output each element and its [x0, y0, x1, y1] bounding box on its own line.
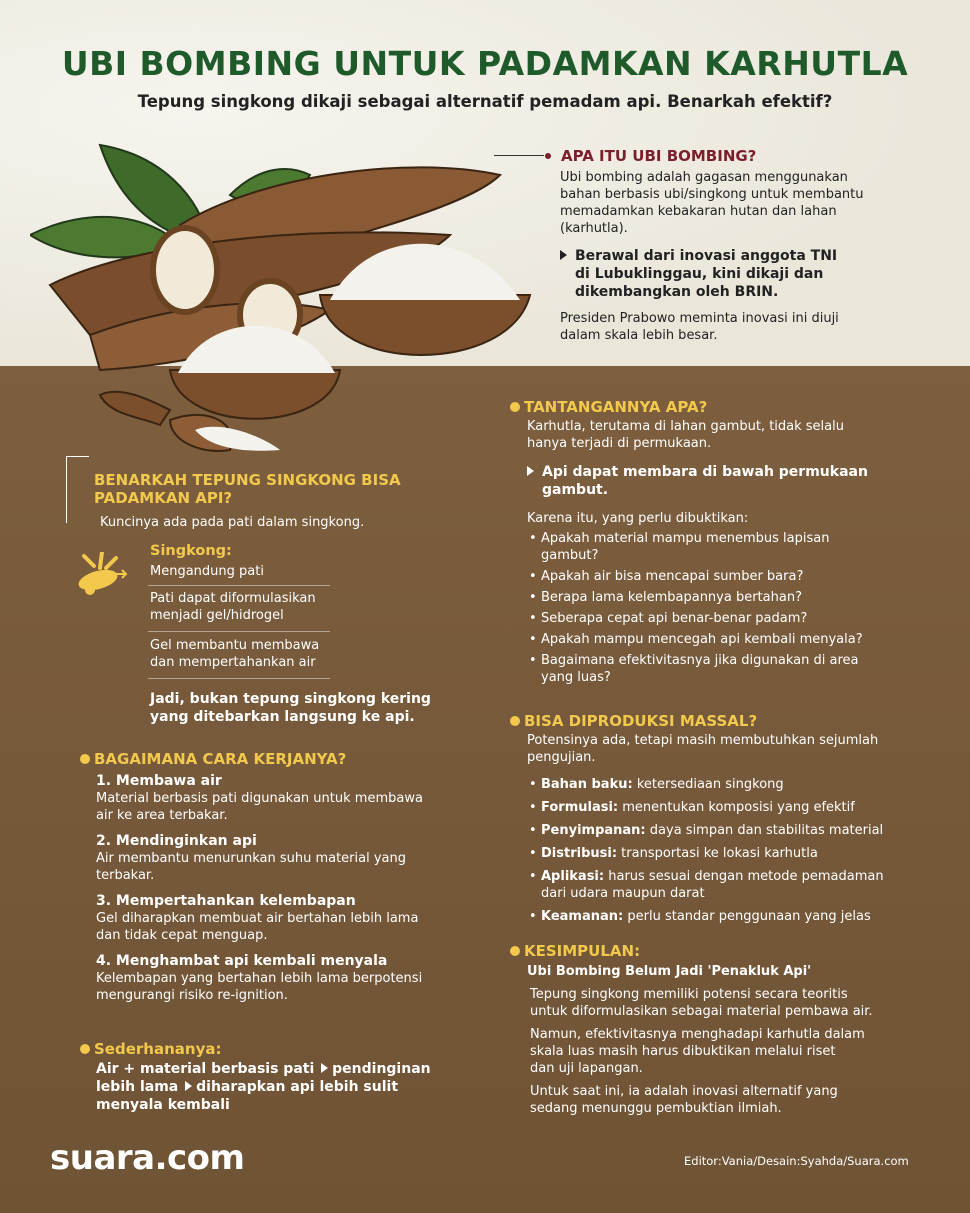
text-line: TANTANGANNYA APA? — [524, 398, 708, 416]
cara-kerja-heading — [80, 750, 346, 768]
divider — [148, 585, 330, 586]
tantangan-body — [527, 418, 927, 452]
list-item — [527, 845, 937, 862]
text-line: Berawal dari inovasi anggota TNI — [575, 248, 838, 264]
kesimpulan-subheading: Ubi Bombing Belum Jadi 'Penakluk Api' — [527, 964, 812, 979]
apa-itu-body — [560, 169, 900, 237]
kesimpulan-heading — [510, 942, 640, 960]
text-line: skala luas masih harus dibuktikan melalui riset — [530, 1044, 836, 1059]
apa-itu-closing — [560, 310, 900, 344]
text-line: Potensinya ada, tetapi masih membutuhkan sejumlah — [527, 733, 879, 748]
tantangan-questions — [527, 530, 927, 690]
text-line: lebih lama — [96, 1079, 179, 1095]
list-item — [527, 908, 937, 925]
massal-heading — [510, 712, 757, 730]
list-item: • Seberapa cepat api benar-benar padam? — [527, 610, 927, 627]
text-line: pengujian. — [527, 750, 596, 765]
text-line: (karhutla). — [560, 221, 628, 236]
text-line: diharapkan api lebih sulit — [196, 1079, 399, 1095]
list-item — [527, 776, 937, 793]
list-item — [527, 799, 937, 816]
text-line: Karhutla, terutama di lahan gambut, tidak selalu — [527, 419, 844, 434]
text-line: sedang menunggu pembuktian ilmiah. — [530, 1101, 782, 1116]
text-line: di Lubuklinggau, kini dikaji dan — [575, 266, 824, 282]
text-line: Kelembapan yang bertahan lebih lama berpotensi — [96, 971, 423, 986]
divider — [148, 678, 330, 679]
text-line: untuk diformulasikan sebagai material pembawa air. — [530, 1004, 873, 1019]
item-text: menentukan komposisi yang efektif — [622, 800, 855, 815]
singkong-label: Singkong: — [150, 543, 232, 559]
dot-icon — [80, 754, 90, 764]
text-line: BAGAIMANA CARA KERJANYA? — [94, 750, 347, 768]
item-label: Bahan baku: — [541, 777, 633, 792]
text-line: air ke area terbakar. — [96, 808, 228, 823]
text-line: Gel diharapkan membuat air bertahan lebih lama — [96, 911, 419, 926]
text-line: hanya terjadi di permukaan. — [527, 436, 712, 451]
item-label: Distribusi: — [541, 846, 618, 861]
list-item: • Apakah air bisa mencapai sumber bara? — [527, 568, 927, 585]
item-text: harus sesuai dengan metode pemadaman dari udara maupun darat — [541, 869, 884, 901]
cassava-icon — [76, 552, 128, 598]
item-label: Penyimpanan: — [541, 823, 646, 838]
item-text: perlu standar penggunaan yang jelas — [627, 909, 871, 924]
dot-icon — [80, 1044, 90, 1054]
bullet-icon — [545, 153, 551, 159]
page-title: UBI BOMBING UNTUK PADAMKAN KARHUTLA — [61, 44, 909, 83]
text-line: dan uji lapangan. — [530, 1061, 643, 1076]
list-item — [527, 822, 937, 839]
apa-itu-heading — [545, 147, 756, 165]
item-text: transportasi ke lokasi karhutla — [621, 846, 818, 861]
benarkah-heading — [94, 471, 401, 507]
singkong-item: Pati dapat diformulasikan menjadi gel/hidrogel — [150, 591, 316, 623]
step-title: 1. Membawa air — [96, 773, 222, 789]
text-line: yang ditebarkan langsung ke api. — [150, 709, 415, 725]
text-line: Presiden Prabowo meminta inovasi ini diuji — [560, 311, 839, 326]
list-item: • Apakah material mampu menembus lapisan gambut? — [527, 530, 927, 564]
text-line: pendinginan — [332, 1061, 431, 1077]
text-line: Ubi bombing adalah gagasan menggunakan — [560, 170, 848, 185]
step-title: 4. Menghambat api kembali menyala — [96, 953, 388, 969]
item-label: Keamanan: — [541, 909, 624, 924]
item-text: daya simpan dan stabilitas material — [649, 823, 884, 838]
text-line: Api dapat membara di bawah permukaan — [542, 464, 868, 480]
pointer-line — [494, 155, 544, 156]
text-line: Jadi, bukan tepung singkong kering — [150, 691, 431, 707]
list-item: • Apakah mampu mencegah api kembali menyala? — [527, 631, 927, 648]
cassava-illustration — [30, 135, 550, 465]
item-label: Aplikasi: — [541, 869, 605, 884]
list-item: • Berapa lama kelembapannya bertahan? — [527, 589, 927, 606]
benarkah-key: Kuncinya ada pada pati dalam singkong. — [100, 515, 365, 530]
list-item: • Bagaimana efektivitasnya jika digunakan di area yang luas? — [527, 652, 927, 686]
dot-icon — [510, 716, 520, 726]
item-text: ketersediaan singkong — [636, 777, 784, 792]
massal-items — [527, 776, 937, 929]
sederhananya-body — [96, 1060, 476, 1114]
text-line: Sederhananya: — [94, 1040, 222, 1058]
apa-itu-highlight — [560, 247, 880, 301]
text-line: Air + material berbasis pati — [96, 1061, 315, 1077]
page-subtitle: Tepung singkong dikaji sebagai alternatif pemadam api. Benarkah efektif? — [137, 92, 833, 111]
text-line: Material berbasis pati digunakan untuk membawa — [96, 791, 423, 806]
text-line: Tepung singkong memiliki potensi secara teoritis — [530, 987, 848, 1002]
divider — [148, 631, 330, 632]
tantangan-heading — [510, 398, 707, 416]
dot-icon — [510, 402, 520, 412]
text-line: dikembangkan oleh BRIN. — [575, 284, 779, 300]
text-line: bahan berbasis ubi/singkong untuk membantu — [560, 187, 864, 202]
step-title: 3. Mempertahankan kelembapan — [96, 893, 356, 909]
item-label: Formulasi: — [541, 800, 619, 815]
massal-body — [527, 732, 927, 766]
text-line: dan tidak cepat menguap. — [96, 928, 268, 943]
tantangan-highlight — [527, 463, 927, 499]
arrow-icon — [321, 1063, 328, 1073]
text-line: gambut. — [542, 482, 609, 498]
text-line: Air membantu menurunkan suhu material yang — [96, 851, 407, 866]
list-item — [527, 868, 937, 902]
text-line: PADAMKAN API? — [94, 489, 233, 507]
step-title: 2. Mendinginkan api — [96, 833, 257, 849]
apa-itu-heading-text: APA ITU UBI BOMBING? — [561, 147, 757, 165]
bracket-line — [66, 456, 89, 523]
singkong-item: Gel membantu membawa dan mempertahankan air — [150, 638, 320, 670]
suara-logo: suara.com — [50, 1138, 245, 1178]
text-line: BENARKAH TEPUNG SINGKONG BISA — [94, 471, 401, 489]
benarkah-conclusion — [150, 690, 470, 726]
arrow-icon — [185, 1081, 192, 1091]
sederhananya-heading — [80, 1040, 221, 1058]
text-line: terbakar. — [96, 868, 155, 883]
credit-text: Editor:Vania/Desain:Syahda/Suara.com — [684, 1154, 909, 1168]
singkong-item: Mengandung pati — [150, 564, 264, 579]
text-line: Untuk saat ini, ia adalah inovasi alternatif yang — [530, 1084, 838, 1099]
cara-kerja-steps — [96, 772, 476, 1004]
text-line: Namun, efektivitasnya menghadapi karhutla dalam — [530, 1027, 865, 1042]
arrow-icon — [560, 250, 567, 260]
text-line: dalam skala lebih besar. — [560, 328, 718, 343]
text-line: KESIMPULAN: — [524, 942, 641, 960]
tantangan-intro: Karena itu, yang perlu dibuktikan: — [527, 511, 749, 526]
text-line: BISA DIPRODUKSI MASSAL? — [524, 712, 758, 730]
text-line: mengurangi risiko re-ignition. — [96, 988, 288, 1003]
dot-icon — [510, 946, 520, 956]
text-line: memadamkan kebakaran hutan dan lahan — [560, 204, 837, 219]
kesimpulan-body — [530, 986, 930, 1117]
text-line: menyala kembali — [96, 1097, 230, 1113]
arrow-icon — [527, 466, 534, 476]
